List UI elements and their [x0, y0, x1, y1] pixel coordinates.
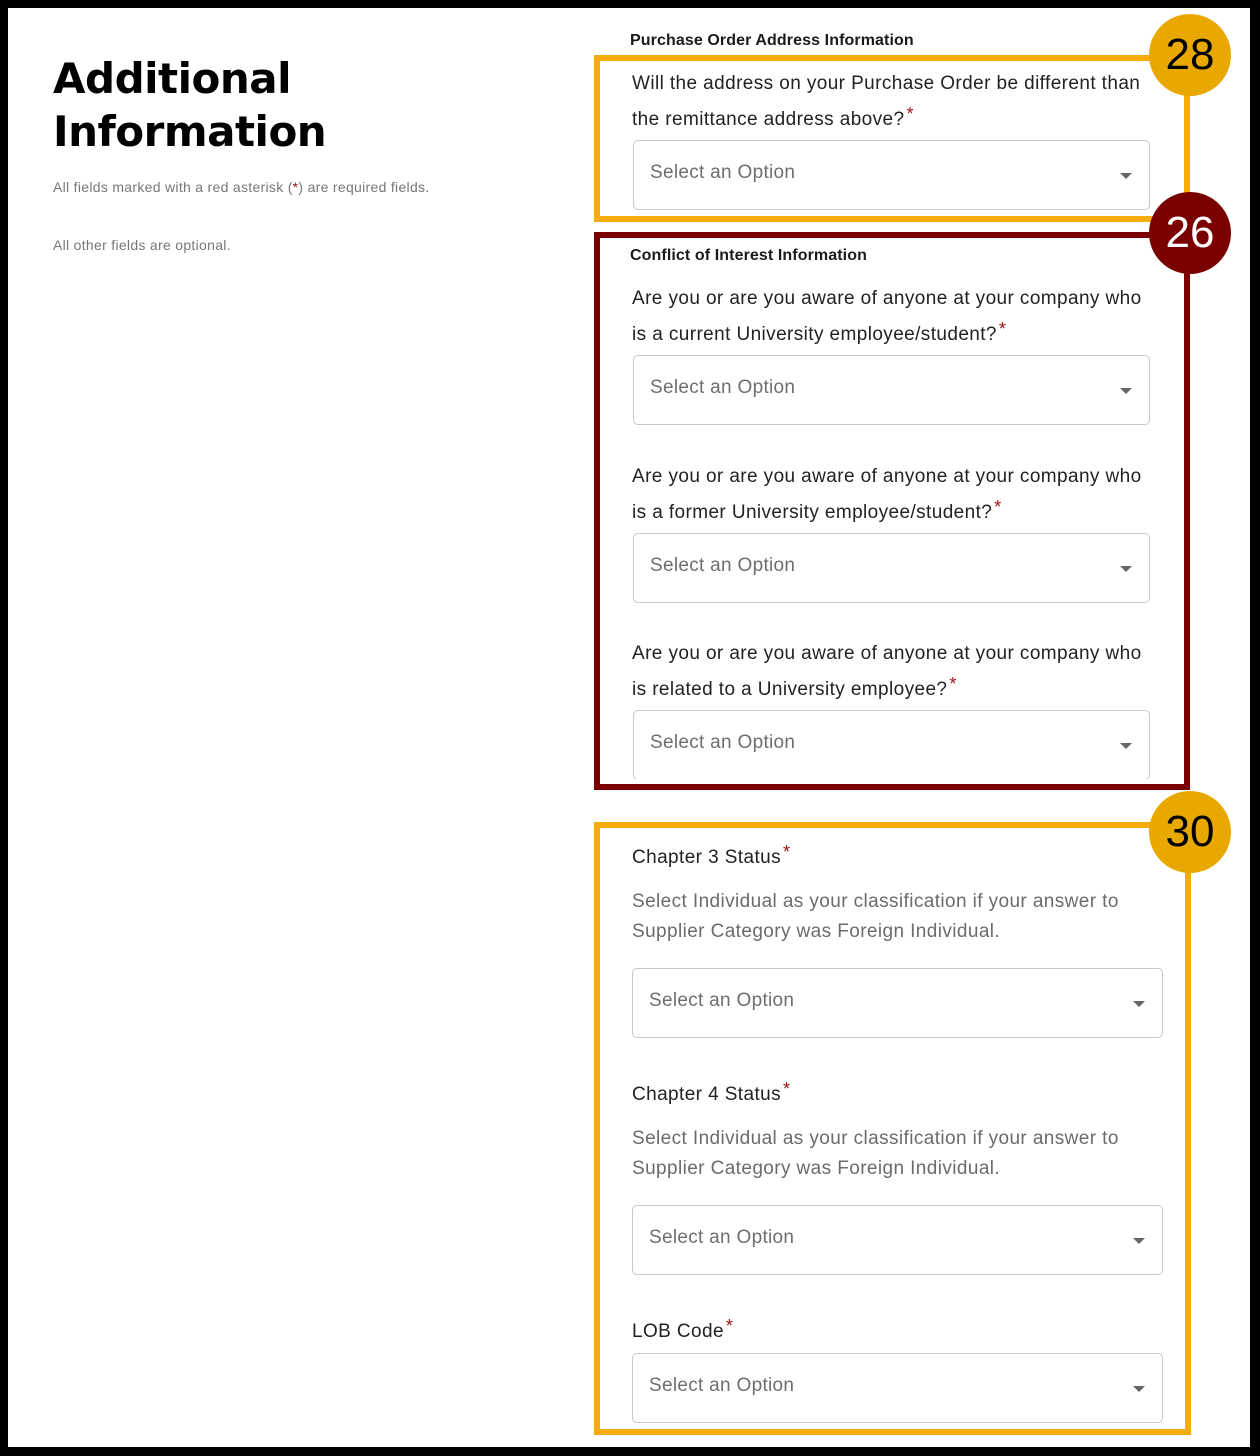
question-text: Are you or are you aware of anyone at your company who is related to a University employee?: [632, 643, 1142, 700]
question-text: Chapter 3 Status: [632, 847, 781, 868]
coi-related-select-clip: [608, 698, 1188, 779]
required-asterisk-sample: *: [292, 179, 299, 195]
select-placeholder: Select an Option: [649, 990, 795, 1011]
coi-current-employee-label: [632, 284, 1152, 350]
question-text: LOB Code: [632, 1321, 724, 1342]
required-asterisk: *: [949, 674, 957, 694]
chapter4-status-select[interactable]: [632, 1205, 1163, 1275]
select-placeholder: Select an Option: [650, 377, 796, 398]
chapter4-status-help: Select Individual as your classification if your answer to Supplier Category was Foreign Individual.: [632, 1128, 1119, 1179]
lob-code-label: [632, 1311, 1172, 1347]
optional-fields-note: All other fields are optional.: [53, 237, 231, 253]
required-asterisk: *: [906, 104, 914, 124]
select-placeholder: Select an Option: [649, 1227, 795, 1248]
page-title-line1: Additional: [53, 54, 291, 103]
purchase-order-question-label: [632, 69, 1152, 135]
chapter4-status-label: [632, 1074, 1172, 1110]
page-title: [53, 52, 473, 158]
required-asterisk: *: [782, 1079, 791, 1099]
select-placeholder: Select an Option: [650, 162, 796, 183]
chevron-down-icon: [1133, 1238, 1145, 1244]
required-fields-note: [53, 176, 453, 198]
coi-current-employee-select[interactable]: [633, 355, 1150, 425]
coi-former-employee-label: [632, 462, 1152, 528]
purchase-order-heading: Purchase Order Address Information: [630, 32, 914, 49]
chevron-down-icon: [1133, 1386, 1145, 1392]
chapter3-status-label: [632, 837, 1172, 873]
select-placeholder: Select an Option: [650, 732, 796, 753]
annotation-badge-30: 30: [1149, 791, 1231, 873]
question-text: Will the address on your Purchase Order be different than the remittance address above?: [632, 73, 1141, 130]
chapter3-status-select[interactable]: [632, 968, 1163, 1038]
coi-related-employee-select[interactable]: [633, 710, 1150, 779]
required-asterisk: *: [782, 842, 791, 862]
purchase-order-address-select[interactable]: [633, 140, 1150, 210]
coi-related-employee-label: [632, 639, 1152, 705]
annotation-badge-28: 28: [1149, 14, 1231, 96]
select-placeholder: Select an Option: [649, 1375, 795, 1396]
chevron-down-icon: [1120, 173, 1132, 179]
conflict-of-interest-heading: Conflict of Interest Information: [630, 247, 867, 264]
chapter3-status-help: Select Individual as your classification if your answer to Supplier Category was Foreign Individual.: [632, 891, 1119, 942]
chevron-down-icon: [1120, 743, 1132, 749]
required-asterisk: *: [994, 497, 1002, 517]
lob-code-select[interactable]: [632, 1353, 1163, 1423]
chevron-down-icon: [1120, 388, 1132, 394]
annotation-badge-26: 26: [1149, 192, 1231, 274]
coi-former-employee-select[interactable]: [633, 533, 1150, 603]
question-text: Are you or are you aware of anyone at your company who is a former University employee/student?: [632, 466, 1142, 523]
question-text: Are you or are you aware of anyone at your company who is a current University employee/student?: [632, 288, 1142, 345]
chevron-down-icon: [1120, 566, 1132, 572]
page: [8, 8, 1250, 1447]
required-note-text-end: ) are required fields.: [298, 179, 430, 195]
required-note-text: All fields marked with a red asterisk (: [53, 179, 293, 195]
required-asterisk: *: [998, 319, 1007, 339]
page-title-line2: Information: [53, 107, 327, 156]
required-asterisk: *: [725, 1316, 734, 1336]
chevron-down-icon: [1133, 1001, 1145, 1007]
question-text: Chapter 4 Status: [632, 1084, 781, 1105]
select-placeholder: Select an Option: [650, 555, 796, 576]
